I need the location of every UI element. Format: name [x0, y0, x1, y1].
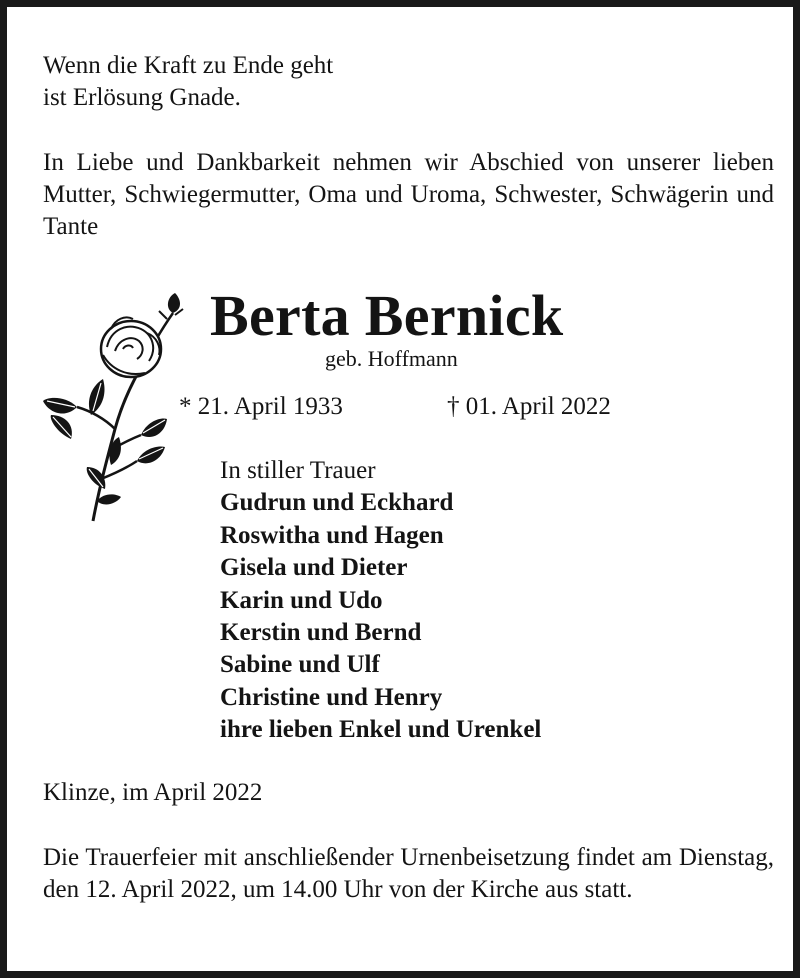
mourner-name: Sabine und Ulf: [220, 651, 380, 679]
motto: [43, 50, 443, 114]
rose-icon: [41, 289, 191, 524]
deceased-name: Berta Bernick: [210, 283, 564, 348]
funeral-notice: Die Trauerfeier mit anschließender Urnenbeisetzung findet am Dienstag, den 12. April 2022, um 14.00 Uhr von der Kirche aus statt.: [43, 844, 774, 903]
motto-line-2: ist Erlösung Gnade.: [43, 84, 241, 111]
intro-text: In Liebe und Dankbarkeit nehmen wir Abschied von unserer lieben Mutter, Schwiegermutter, Oma und Uroma, Schwester, Schwägerin und Tante: [43, 149, 774, 240]
birth-date: * 21. April 1933: [179, 393, 343, 420]
death-date: † 01. April 2022: [447, 393, 611, 420]
mourner-name: Gisela und Dieter: [220, 554, 408, 582]
mourner-name: Roswitha und Hagen: [220, 521, 444, 549]
mourning-heading: In stiller Trauer: [220, 457, 376, 484]
birth-name: geb. Hoffmann: [325, 346, 458, 371]
mourner-name: Christine und Henry: [220, 683, 443, 711]
mourner-name: Kerstin und Bernd: [220, 618, 422, 646]
motto-line-1: Wenn die Kraft zu Ende geht: [43, 52, 334, 79]
place-date: Klinze, im April 2022: [43, 779, 263, 806]
mourners-list: [220, 455, 541, 747]
mourner-name: Gudrun und Eckhard: [220, 489, 454, 517]
mourner-name: ihre lieben Enkel und Urenkel: [220, 716, 542, 744]
mourner-name: Karin und Udo: [220, 586, 383, 614]
